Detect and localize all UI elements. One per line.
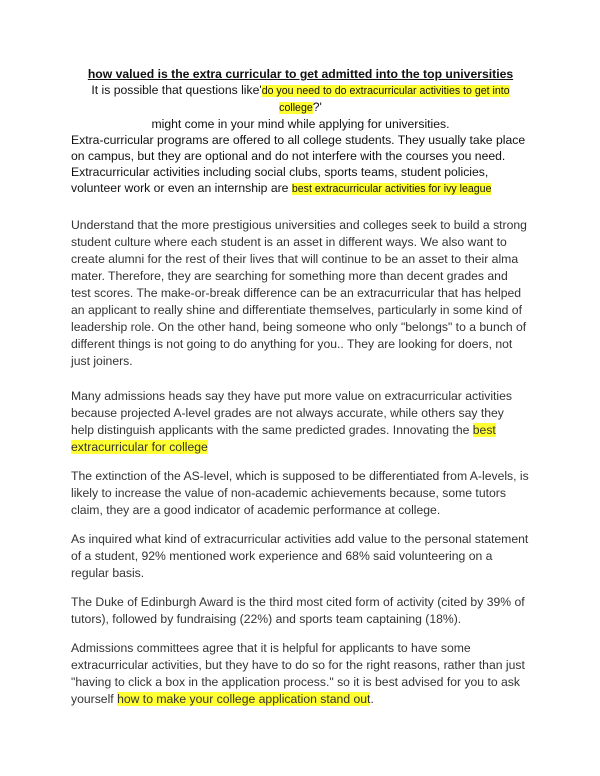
intro-paragraph-3 (71, 164, 530, 197)
paragraph-end-period: . (370, 692, 374, 706)
paragraph-duke-of-edinburgh: The Duke of Edinburgh Award is the third most cited form of activity (cited by 39% of tutors), followed by fundraising (22%) and sports team captaining (18%). (71, 595, 525, 626)
paragraph-prestigious-universities: Understand that the more prestigious universities and colleges seek to build a strong student culture where each student is an asset in different ways. We also want to create alumni for the rest of their lives that will continue to be an asset to their alma mater. Therefore, they are searching for something more than decent grades and test scores. The make-or-break difference can be an extracurricular that has helped an applicant to really shine and differentiate themselves, particularly in some kind of leadership role. On the other hand, being someone who only "belongs" to a bunch of different things is not going to do anything for you.. They are looking for doers, not just joiners. (71, 218, 527, 368)
intro-line-1-end: ?' (312, 100, 322, 114)
paragraph-admissions-heads-text: Many admissions heads say they have put more value on extracurricular activities because projected A-level grades are not always accurate, while others say they help distinguish applicants with the same predicted grades. Innovating the (71, 389, 512, 437)
paragraph-as-level: The extinction of the AS-level, which is supposed to be differentiated from A-levels, is likely to increase the value of non-academic achievements because, some tutors claim, they are a good indicator of academic performance at college. (71, 469, 529, 517)
paragraph-admissions-committees (71, 640, 530, 708)
intro-line-1 (71, 82, 530, 116)
highlight-link-stand-out[interactable]: how to make your college application stand out (117, 692, 371, 706)
intro-paragraph-2: Extra-curricular programs are offered to all college students. They usually take place on campus, but they are optional and do not interfere with the courses you need. (71, 133, 526, 163)
paragraph-admissions-heads (71, 388, 530, 456)
paragraph-personal-statement: As inquired what kind of extracurricular activities add value to the personal statement of a student, 92% mentioned work experience and 68% said volunteering on a regular basis. (71, 532, 529, 580)
paragraph-admissions-committees-text: Admissions committees agree that it is helpful for applicants to have some extracurricular activities, but they have to do so for the right reasons, rather than just "having to click a box in the application process." so it is best advised for you to ask yourself (71, 641, 525, 706)
intro-block (71, 82, 530, 197)
intro-paragraph-3-text: Extracurricular activities including social clubs, sports teams, student policies, volunteer work or even an internship are (71, 165, 489, 195)
document-title: how valued is the extra curricular to get admitted into the top universities (87, 67, 514, 81)
highlight-link-best-extracurricular[interactable]: best extracurricular for college (71, 423, 496, 454)
intro-line-2: might come in your mind while applying for universities. (151, 117, 450, 131)
intro-line-1-text: It is possible that questions like' (91, 83, 262, 97)
highlight-link-ivy-league[interactable]: best extracurricular activities for ivy league (291, 183, 492, 195)
highlight-link-college-question[interactable]: do you need to do extracurricular activities to get into college (261, 85, 510, 114)
